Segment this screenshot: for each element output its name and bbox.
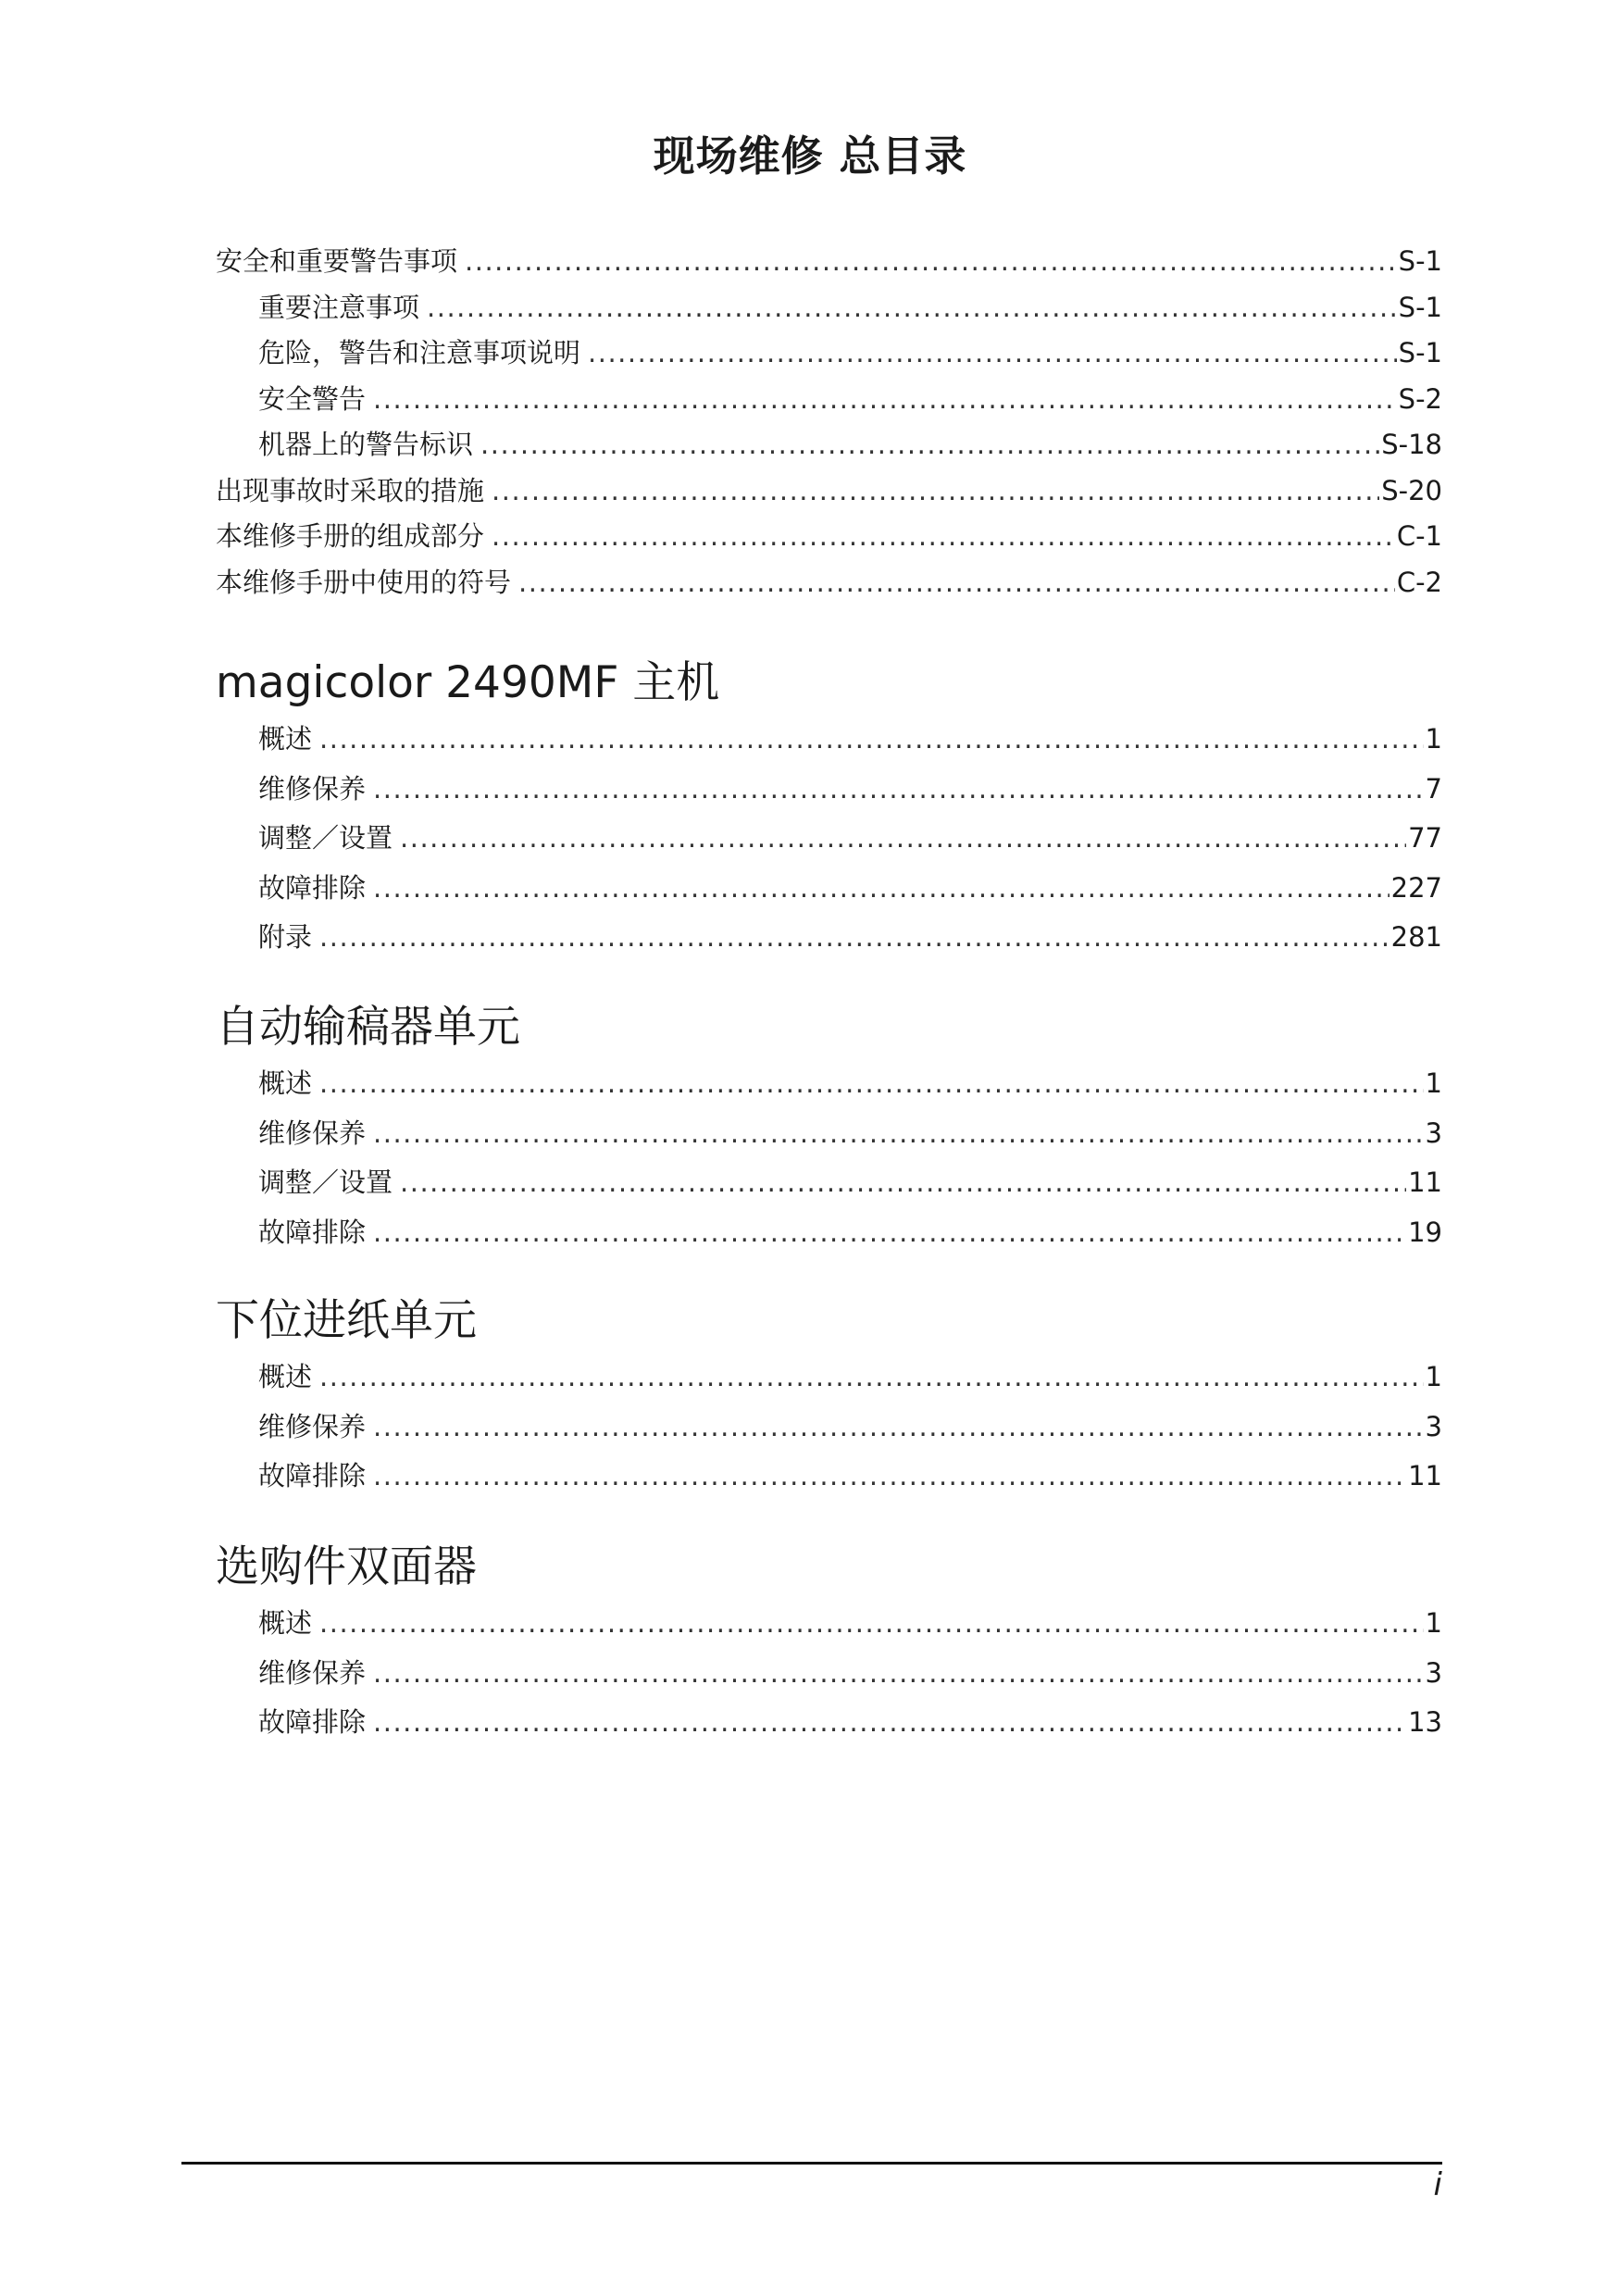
toc-entry-page: S-1 <box>1398 245 1442 277</box>
toc-entry-label: 维修保养 <box>258 1410 367 1442</box>
toc-leader-dots <box>518 560 1395 606</box>
section-heading[interactable]: 下位进纸单元 <box>216 1295 477 1346</box>
toc-leader-dots <box>373 1698 1406 1748</box>
toc-entry-label: 安全和重要警告事项 <box>216 245 458 277</box>
toc-entry[interactable] <box>216 864 1442 914</box>
toc-leader-dots <box>373 377 1397 423</box>
section-heading[interactable]: 选购件双面器 <box>216 1541 477 1592</box>
toc-entry-page: 7 <box>1425 772 1442 805</box>
toc-entry-label: 维修保养 <box>258 772 367 805</box>
toc-leader-dots <box>400 814 1406 864</box>
toc-leader-dots <box>373 1109 1424 1159</box>
toc-leader-dots <box>319 913 1389 963</box>
toc-entry-label: 故障排除 <box>258 1216 367 1248</box>
document-title: 现场维修 总目录 <box>653 131 967 181</box>
toc-entry-label: 附录 <box>258 921 313 953</box>
toc-leader-dots <box>319 1353 1424 1403</box>
toc-entry-page: 227 <box>1390 871 1442 904</box>
toc-entry-label: 概述 <box>258 723 313 755</box>
toc-entry[interactable] <box>216 913 1442 963</box>
toc-entry-page: 1 <box>1425 1361 1442 1392</box>
toc-entry[interactable] <box>216 1452 1442 1502</box>
toc-entry[interactable] <box>216 1698 1442 1748</box>
toc-entry-page: S-1 <box>1398 337 1442 368</box>
toc-entry-label: 概述 <box>258 1361 313 1392</box>
toc-leader-dots <box>492 514 1395 560</box>
toc-entry-page: C-1 <box>1396 520 1442 552</box>
toc-entry-label: 调整／设置 <box>258 1167 393 1198</box>
toc-entry-label: 故障排除 <box>258 871 367 904</box>
toc-entry-page: S-2 <box>1398 382 1442 415</box>
toc-entry-label: 危险，警告和注意事项说明 <box>258 337 581 368</box>
toc-section-duplex <box>216 1540 1442 1748</box>
toc-entry-label: 安全警告 <box>258 382 367 415</box>
toc-entry-label: 出现事故时采取的措施 <box>216 474 485 506</box>
toc-entry[interactable] <box>216 1059 1442 1109</box>
toc-leader-dots <box>319 1059 1424 1109</box>
toc-entry-page: C-2 <box>1396 566 1442 598</box>
toc-leader-dots <box>373 864 1389 914</box>
toc-entry[interactable] <box>216 422 1442 468</box>
toc-leader-dots <box>373 765 1424 815</box>
toc-entry-page: 11 <box>1408 1167 1442 1198</box>
toc-entry-page: 281 <box>1390 921 1442 953</box>
toc-entry[interactable] <box>216 1353 1442 1403</box>
toc-entry-page: 13 <box>1408 1706 1442 1738</box>
toc-leader-dots <box>400 1158 1406 1208</box>
toc-entry[interactable] <box>216 1649 1442 1699</box>
toc-entry[interactable] <box>216 1599 1442 1649</box>
toc-leader-dots <box>373 1649 1424 1699</box>
toc-entry[interactable] <box>216 560 1442 606</box>
toc-entry[interactable] <box>216 1208 1442 1258</box>
toc-entry-label: 故障排除 <box>258 1706 367 1738</box>
toc-leader-dots <box>319 715 1424 765</box>
toc-leader-dots <box>588 331 1397 377</box>
toc-entry-label: 重要注意事项 <box>258 291 420 323</box>
toc-entry-label: 维修保养 <box>258 1656 367 1689</box>
toc-entry-page: 1 <box>1425 1067 1442 1099</box>
toc-entry-page: 3 <box>1425 1656 1442 1689</box>
toc-leader-dots <box>373 1403 1424 1453</box>
toc-entry-page: S-1 <box>1398 291 1442 323</box>
toc-entry-page: S-20 <box>1381 474 1442 506</box>
toc-entry[interactable] <box>216 331 1442 377</box>
toc-leader-dots <box>373 1452 1406 1502</box>
toc-entry-page: S-18 <box>1381 429 1442 460</box>
toc-entry[interactable] <box>216 715 1442 765</box>
toc-entry[interactable] <box>216 239 1442 285</box>
toc-front-matter <box>216 239 1442 605</box>
toc-entry-page: 1 <box>1425 1607 1442 1639</box>
toc-section-main-unit <box>216 655 1442 963</box>
toc-entry[interactable] <box>216 377 1442 423</box>
toc-entry-label: 故障排除 <box>258 1460 367 1491</box>
section-heading[interactable]: magicolor 2490MF 主机 <box>216 657 720 708</box>
toc-entry-page: 3 <box>1425 1117 1442 1149</box>
page-number: i <box>1433 2166 1442 2203</box>
toc-entry-page: 19 <box>1408 1216 1442 1248</box>
toc-entry-label: 本维修手册的组成部分 <box>216 520 485 552</box>
toc-leader-dots <box>373 1208 1406 1258</box>
toc-entry-page: 3 <box>1425 1410 1442 1442</box>
toc-entry[interactable] <box>216 468 1442 515</box>
toc-entry-page: 77 <box>1408 822 1442 854</box>
toc-entry[interactable] <box>216 814 1442 864</box>
toc-entry-label: 概述 <box>258 1607 313 1639</box>
toc-entry[interactable] <box>216 1403 1442 1453</box>
toc-entry-label: 本维修手册中使用的符号 <box>216 566 512 598</box>
toc-entry-page: 1 <box>1425 723 1442 755</box>
toc-entry-page: 11 <box>1408 1460 1442 1491</box>
toc-entry-label: 调整／设置 <box>258 822 393 854</box>
section-heading[interactable]: 自动输稿器单元 <box>216 1002 520 1053</box>
footer-divider <box>181 2162 1442 2165</box>
toc-entry[interactable] <box>216 514 1442 560</box>
toc-leader-dots <box>465 239 1397 285</box>
toc-entry-label: 维修保养 <box>258 1117 367 1149</box>
toc-entry-label: 机器上的警告标识 <box>258 429 474 460</box>
toc-entry[interactable] <box>216 765 1442 815</box>
toc-leader-dots <box>480 422 1379 468</box>
toc-leader-dots <box>492 468 1379 515</box>
toc-section-adf <box>216 1000 1442 1257</box>
toc-section-lower-feeder <box>216 1293 1442 1502</box>
toc-entry[interactable] <box>216 285 1442 331</box>
toc-entry[interactable] <box>216 1109 1442 1159</box>
toc-entry[interactable] <box>216 1158 1442 1208</box>
toc-entry-label: 概述 <box>258 1067 313 1099</box>
toc-leader-dots <box>427 285 1397 331</box>
toc-leader-dots <box>319 1599 1424 1649</box>
